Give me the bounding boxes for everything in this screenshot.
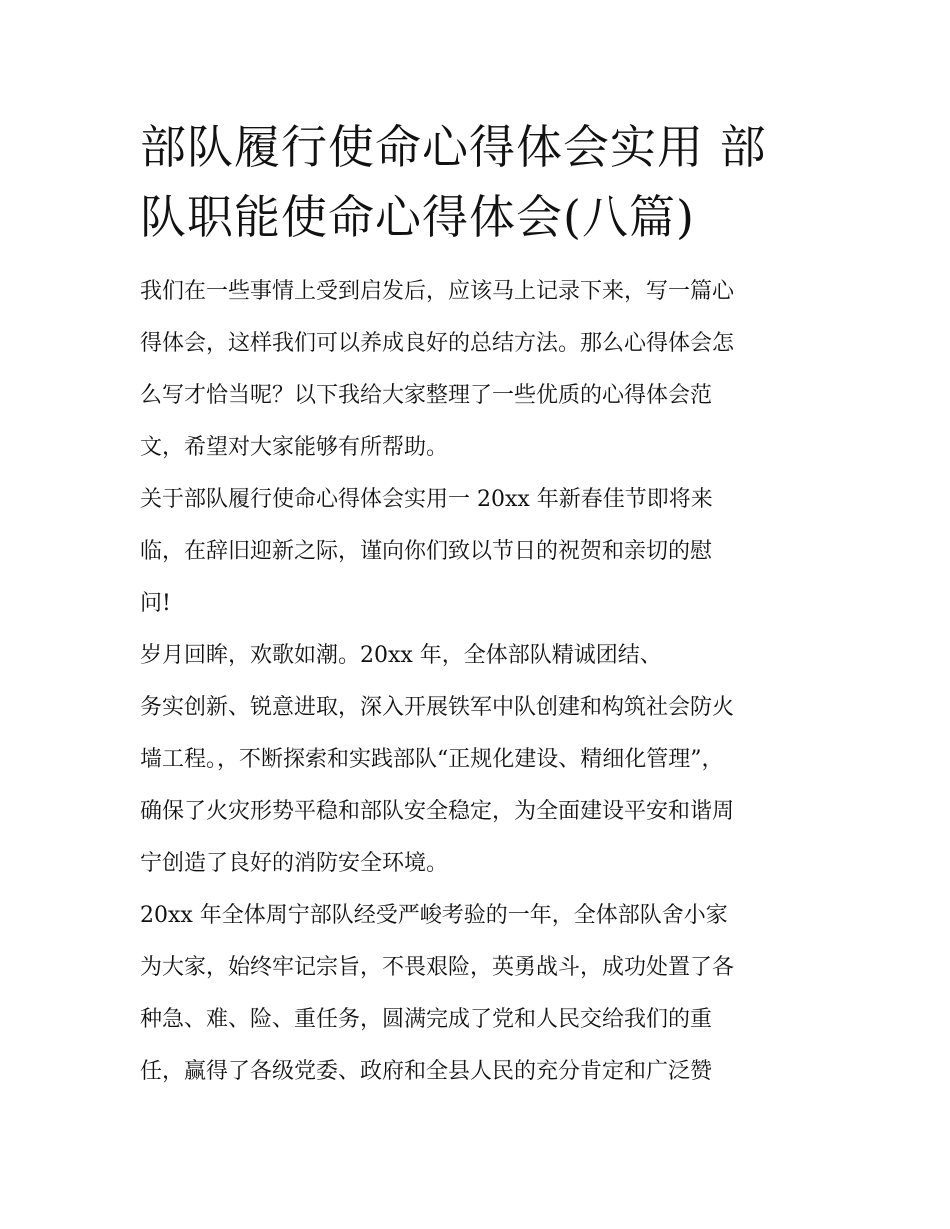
text-line: 宁创造了良好的消防安全环境。 — [140, 851, 449, 876]
title-line: 队职能使命心得体会(八篇) — [140, 190, 695, 244]
text-line: 么写才恰当呢？以下我给大家整理了一些优质的心得体会范 — [140, 383, 713, 408]
text-line: 我们在一些事情上受到启发后，应该马上记录下来，写一篇心 — [140, 279, 735, 304]
text-line: 得体会，这样我们可以养成良好的总结方法。那么心得体会怎 — [140, 331, 735, 356]
text-line: 临，在辞旧迎新之际，谨向你们致以节日的祝贺和亲切的慰 — [140, 539, 713, 564]
title-line: 部队履行使命心得体会实用 部 — [140, 120, 767, 174]
document-content — [140, 112, 820, 1098]
text-line: 墙工程。，不断探索和实践部队“正规化建设、精细化管理”， — [140, 747, 724, 772]
text-line: 岁月回眸，欢歌如潮。20xx 年，全体部队精诚团结、 — [140, 643, 662, 668]
text-line: 务实创新、锐意进取，深入开展铁军中队创建和构筑社会防火 — [140, 695, 735, 720]
paragraph-intro — [140, 266, 820, 474]
text-line: 任，赢得了各级党委、政府和全县人民的充分肯定和广泛赞 — [140, 1059, 713, 1084]
text-line: 种急、难、险、重任务，圆满完成了党和人民交给我们的重 — [140, 1007, 713, 1032]
text-line: 问! — [140, 591, 171, 616]
document-title — [140, 112, 820, 252]
text-line: 确保了火灾形势平稳和部队安全稳定，为全面建设平安和谐周 — [140, 799, 735, 824]
text-line: 为大家，始终牢记宗旨，不畏艰险，英勇战斗，成功处置了各 — [140, 955, 735, 980]
paragraph-review — [140, 630, 820, 890]
text-line: 20xx 年全体周宁部队经受严峻考验的一年，全体部队舍小家 — [140, 903, 728, 928]
paragraph-achievements — [140, 890, 820, 1098]
text-line: 关于部队履行使命心得体会实用一 20xx 年新春佳节即将来 — [140, 487, 713, 512]
paragraph-greeting — [140, 474, 820, 630]
text-line: 文，希望对大家能够有所帮助。 — [140, 435, 449, 460]
